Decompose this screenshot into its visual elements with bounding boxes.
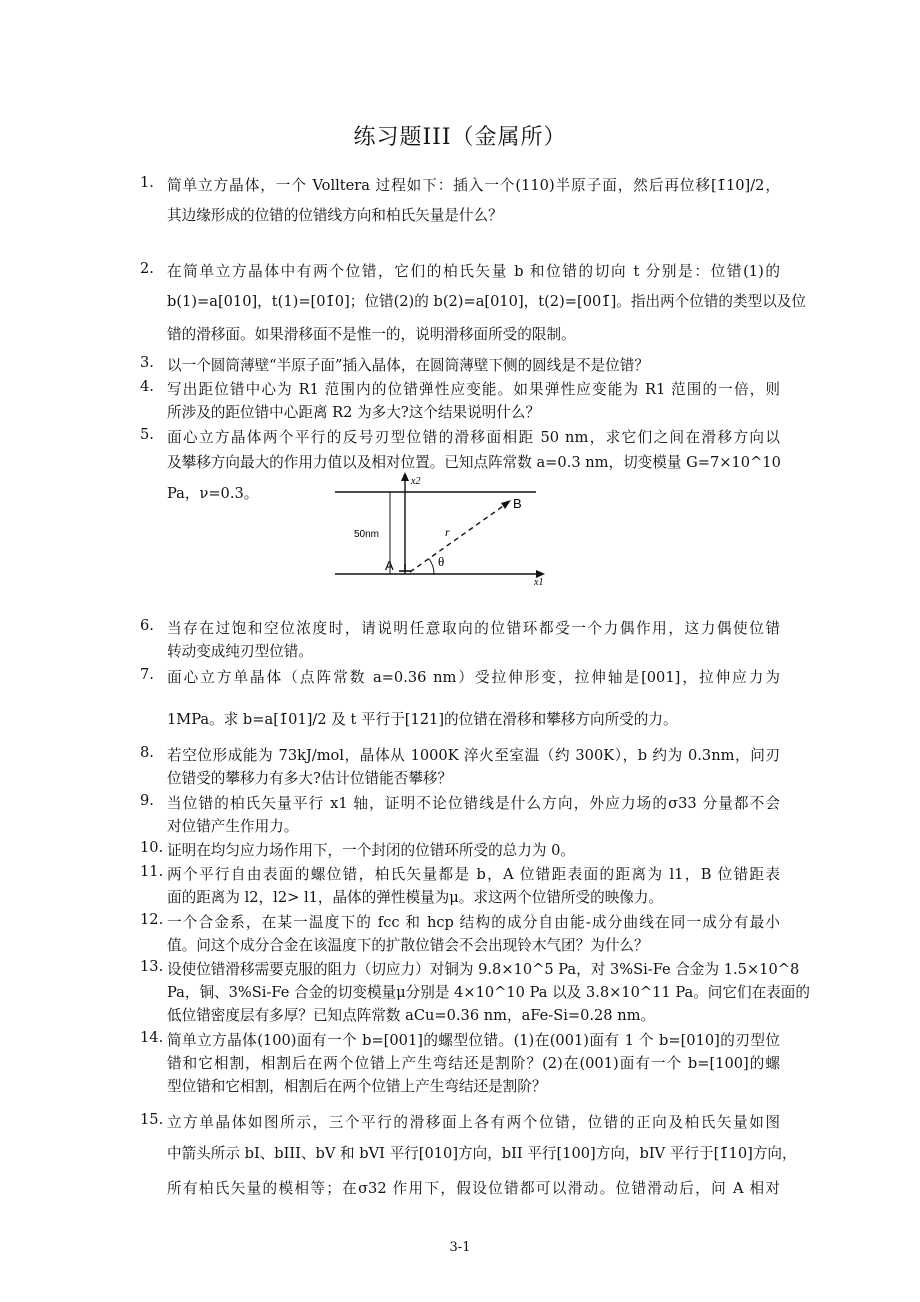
question-number: 15. <box>140 1111 164 1128</box>
question-number: 9. <box>140 792 154 809</box>
question-line: 简单立方晶体，一个 Volltera 过程如下：插入一个(110)半原子面，然后再位移[1̄10]/2， <box>167 177 780 194</box>
question-number: 1. <box>140 174 154 191</box>
question-line: 一个合金系，在某一温度下的 fcc 和 hcp 结构的成分自由能-成分曲线在同一成分有最小 <box>167 914 780 931</box>
x2-arrowhead <box>401 472 409 481</box>
question-line: 当位错的柏氏矢量平行 x1 轴，证明不论位错线是什么方向，外应力场的σ33 分量都不会 <box>167 795 780 812</box>
question-number: 4. <box>140 378 154 395</box>
question-line: 位错受的攀移力有多大?估计位错能否攀移？ <box>167 770 453 787</box>
question-line: 面心立方单晶体（点阵常数 a=0.36 nm）受拉伸形变，拉伸轴是[001]，拉伸应力为 <box>167 669 780 686</box>
question-line: 所涉及的距位错中心距离 R2 为多大?这个结果说明什么？ <box>167 404 541 421</box>
question-line: 1MPa。求 b=a[1̄01]/2 及 t 平行于[12̄1]的位错在滑移和攀移方向所受的力。 <box>167 711 678 728</box>
x1-label: x1 <box>534 577 544 588</box>
question-number: 2. <box>140 260 154 277</box>
question-number: 12. <box>140 911 164 928</box>
question-line: 型位错和它相割，相割后在两个位错上产生弯结还是割阶？ <box>167 1078 547 1095</box>
question-line: 转动变成纯刃型位错。 <box>167 643 313 660</box>
question-line: 写出距位错中心为 R1 范围内的位错弹性应变能。如果弹性应变能为 R1 范围的一倍，则 <box>167 381 780 398</box>
question-number: 14. <box>140 1029 164 1046</box>
distance-label: 50nm <box>354 529 380 540</box>
label-a: A <box>385 558 394 573</box>
question-line: 两个平行自由表面的螺位错，柏氏矢量都是 b，A 位错距表面的距离为 l1，B 位错距表 <box>167 866 780 883</box>
question-line: 若空位形成能为 73kJ/mol，晶体从 1000K 淬火至室温（约 300K），b 约为 0.3nm，问刃 <box>167 747 780 764</box>
x2-label: x2 <box>411 476 421 487</box>
question-line: 错的滑移面。如果滑移面不是惟一的，说明滑移面所受的限制。 <box>167 326 576 343</box>
question-line: 低位错密度层有多厚？已知点阵常数 aCu=0.36 nm，aFe-Si=0.28 nm。 <box>167 1007 656 1024</box>
question-line: 以一个圆筒薄壁“半原子面”插入晶体，在圆筒薄壁下侧的圆线是不是位错？ <box>167 357 649 374</box>
question-line: 在简单立方晶体中有两个位错，它们的柏氏矢量 b 和位错的切向 t 分别是：位错(1)的 <box>167 263 781 280</box>
question-line: 及攀移方向最大的作用力值以及相对位置。已知点阵常数 a=0.3 nm，切变模量 G=7×10^10 <box>167 454 781 471</box>
question-number: 6. <box>140 617 154 634</box>
question-line: 面心立方晶体两个平行的反号刃型位错的滑移面相距 50 nm，求它们之间在滑移方向以 <box>167 429 780 446</box>
question-line: Pa，铜、3%Si-Fe 合金的切变模量μ分别是 4×10^10 Pa 以及 3.8×10^11 Pa。问它们在表面的 <box>167 984 810 1001</box>
question-line: Pa，ν=0.3。 <box>167 485 259 502</box>
page-title: 练习题III（金属所） <box>353 125 567 150</box>
question-line: 简单立方晶体(100)面有一个 b=[001]的螺型位错。(1)在(001)面有 1 个 b=[010]的刃型位 <box>167 1032 780 1049</box>
r-arrowhead <box>501 500 511 509</box>
question-line: 值。问这个成分合金在该温度下的扩散位错会不会出现铃木气团？为什么？ <box>167 937 649 954</box>
dislocation-figure <box>330 468 550 588</box>
question-line: 中箭头所示 bI、bIII、bV 和 bVI 平行[010]方向，bII 平行[100]方向，bIV 平行于[1̄10]方向， <box>167 1145 797 1162</box>
question-line: 立方单晶体如图所示，三个平行的滑移面上各有两个位错，位错的正向及柏氏矢量如图 <box>167 1114 780 1131</box>
page-number: 3-1 <box>449 1240 471 1255</box>
theta-arc <box>429 559 434 574</box>
question-number: 10. <box>140 839 164 856</box>
label-r: r <box>445 525 450 539</box>
theta-label: θ <box>438 554 445 569</box>
question-line: 设使位错滑移需要克服的阻力（切应力）对铜为 9.8×10^5 Pa，对 3%Si-Fe 合金为 1.5×10^8 <box>167 961 800 978</box>
question-line: b(1)=a[010]，t(1)=[01̄0]；位错(2)的 b(2)=a[010]，t(2)=[001̄]。指出两个位错的类型以及位 <box>167 293 806 310</box>
question-line: 其边缘形成的位错的位错线方向和柏氏矢量是什么？ <box>167 207 503 224</box>
label-b: B <box>513 496 522 511</box>
question-number: 3. <box>140 354 154 371</box>
question-line: 当存在过饱和空位浓度时，请说明任意取向的位错环都受一个力偶作用，这力偶使位错 <box>167 620 780 637</box>
question-number: 8. <box>140 744 154 761</box>
question-number: 7. <box>140 666 154 683</box>
question-number: 11. <box>140 863 164 880</box>
question-line: 对位错产生作用力。 <box>167 818 299 835</box>
question-line: 面的距离为 l2，l2> l1，晶体的弹性模量为μ。求这两个位错所受的映像力。 <box>167 889 664 906</box>
question-number: 13. <box>140 958 164 975</box>
r-vector <box>410 504 506 572</box>
question-line: 错和它相割，相割后在两个位错上产生弯结还是割阶？(2)在(001)面有一个 b=[100]的螺 <box>167 1055 780 1072</box>
question-line: 证明在均匀应力场作用下，一个封闭的位错环所受的总力为 0。 <box>167 842 575 859</box>
question-line: 所有柏氏矢量的模相等；在σ32 作用下，假设位错都可以滑动。位错滑动后，问 A 相对 <box>167 1180 780 1197</box>
question-number: 5. <box>140 426 154 443</box>
